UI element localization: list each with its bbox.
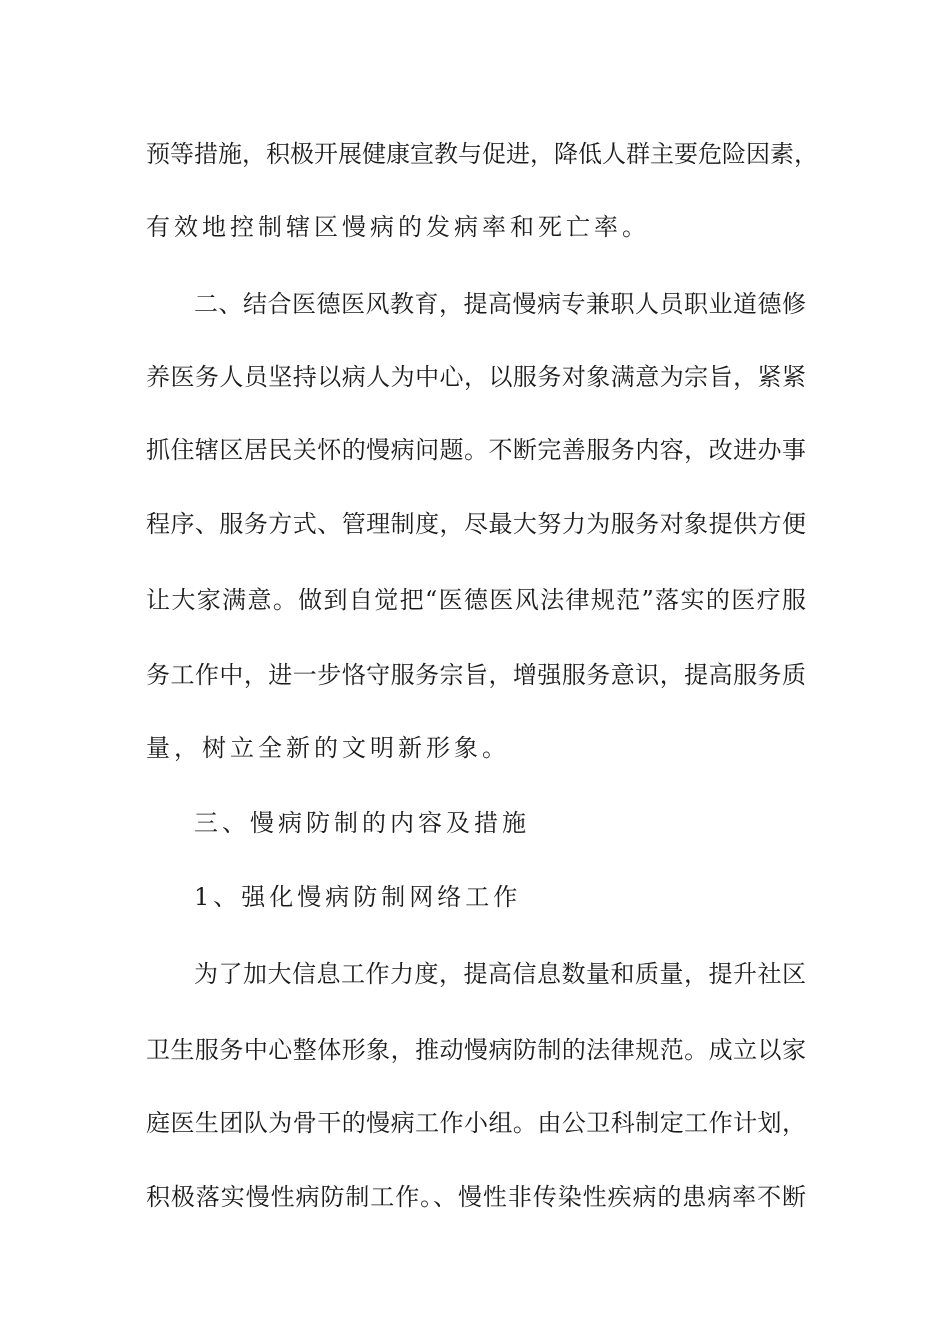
paragraph-line: 抓住辖区居民关怀的慢病问题。不断完善服务内容，改进办事	[146, 436, 806, 464]
paragraph-line: 卫生服务中心整体形象，推动慢病防制的法律规范。成立以家	[146, 1036, 806, 1064]
paragraph-line: 程序、服务方式、管理制度，尽最大努力为服务对象提供方便	[146, 510, 806, 538]
section-heading-2-line: 二、结合医德医风教育，提高慢病专兼职人员职业道德修	[194, 290, 806, 318]
paragraph-line: 积极落实慢性病防制工作。、慢性非传染性疾病的患病率不断	[146, 1183, 806, 1211]
subsection-heading-1: 1、强化慢病防制网络工作	[194, 883, 522, 911]
section-heading-3: 三、慢病防制的内容及措施	[194, 809, 530, 837]
paragraph-line: 务工作中，进一步恪守服务宗旨，增强服务意识，提高服务质	[146, 661, 806, 689]
paragraph-line: 庭医生团队为骨干的慢病工作小组。由公卫科制定工作计划，	[146, 1109, 806, 1137]
paragraph-line: 有效地控制辖区慢病的发病率和死亡率。	[146, 213, 650, 241]
paragraph-line: 养医务人员坚持以病人为中心，以服务对象满意为宗旨，紧紧	[146, 363, 806, 391]
paragraph-line: 预等措施，积极开展健康宣教与促进，降低人群主要危险因素，	[146, 140, 818, 168]
paragraph-line: 量，树立全新的文明新形象。	[146, 734, 510, 762]
paragraph-line: 为了加大信息工作力度，提高信息数量和质量，提升社区	[194, 960, 806, 988]
paragraph-line: 让大家满意。做到自觉把“医德医风法律规范”落实的医疗服	[146, 586, 806, 614]
